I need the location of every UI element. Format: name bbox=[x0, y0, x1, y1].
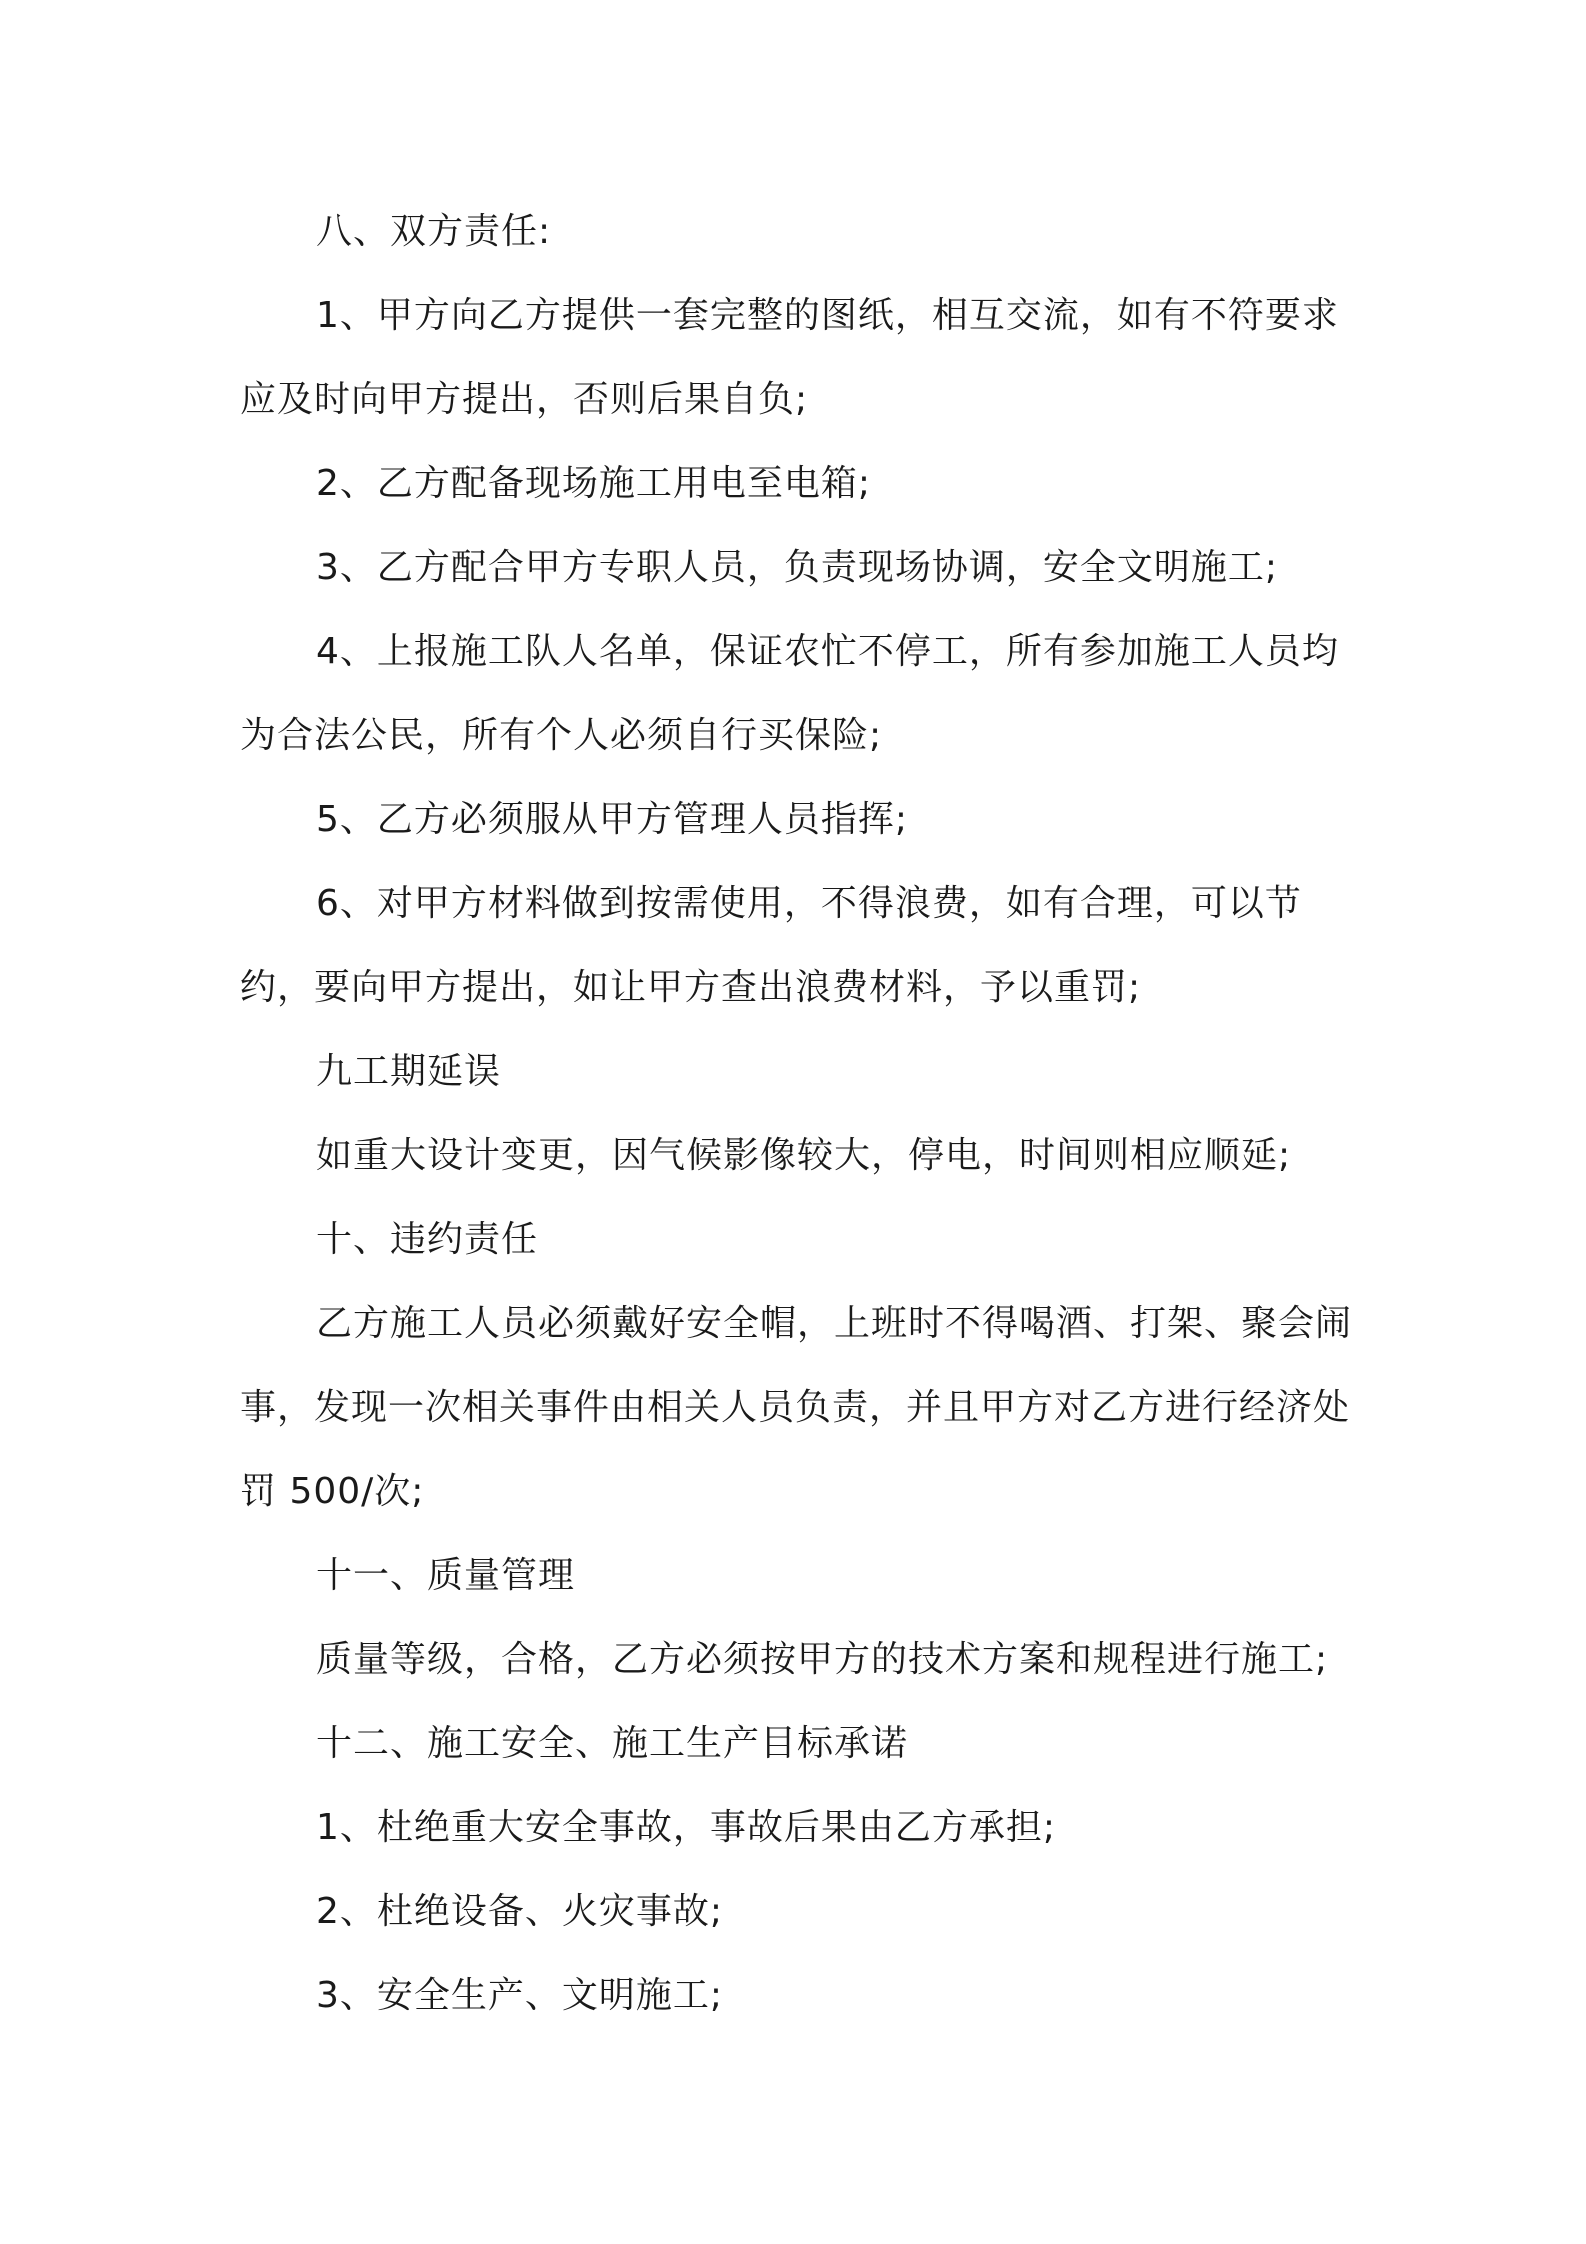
section-heading-quality: 十一、质量管理 bbox=[316, 1555, 576, 1596]
clause-paragraph: 3、安全生产、文明施工; bbox=[316, 1975, 724, 2016]
clause-paragraph: 4、上报施工队人名单，保证农忙不停工，所有参加施工人员均为合法公民，所有个人必须自行买保险; bbox=[240, 631, 1339, 756]
clause-paragraph: 1、杜绝重大安全事故，事故后果由乙方承担; bbox=[316, 1807, 1057, 1848]
clause-paragraph: 1、甲方向乙方提供一套完整的图纸，相互交流，如有不符要求应及时向甲方提出，否则后果自负; bbox=[240, 295, 1339, 420]
clause-paragraph: 3、乙方配合甲方专职人员，负责现场协调，安全文明施工; bbox=[316, 547, 1279, 588]
section-heading-breach: 十、违约责任 bbox=[316, 1219, 539, 1260]
section-heading-responsibilities: 八、双方责任: bbox=[316, 211, 552, 252]
section-heading-safety: 十二、施工安全、施工生产目标承诺 bbox=[316, 1723, 909, 1764]
clause-paragraph: 如重大设计变更，因气候影像较大，停电，时间则相应顺延; bbox=[316, 1135, 1292, 1176]
section-heading-delay: 九工期延误 bbox=[316, 1051, 502, 1092]
clause-paragraph: 质量等级，合格，乙方必须按甲方的技术方案和规程进行施工; bbox=[316, 1639, 1329, 1680]
document-body bbox=[240, 190, 1360, 2038]
clause-paragraph: 5、乙方必须服从甲方管理人员指挥; bbox=[316, 799, 909, 840]
clause-paragraph: 乙方施工人员必须戴好安全帽，上班时不得喝酒、打架、聚会闹事，发现一次相关事件由相关人员负责，并且甲方对乙方进行经济处罚 500/次; bbox=[240, 1303, 1353, 1512]
clause-paragraph: 2、乙方配备现场施工用电至电箱; bbox=[316, 463, 872, 504]
clause-paragraph: 6、对甲方材料做到按需使用，不得浪费，如有合理，可以节约，要向甲方提出，如让甲方查出浪费材料，予以重罚; bbox=[240, 883, 1302, 1008]
clause-paragraph: 2、杜绝设备、火灾事故; bbox=[316, 1891, 724, 1932]
